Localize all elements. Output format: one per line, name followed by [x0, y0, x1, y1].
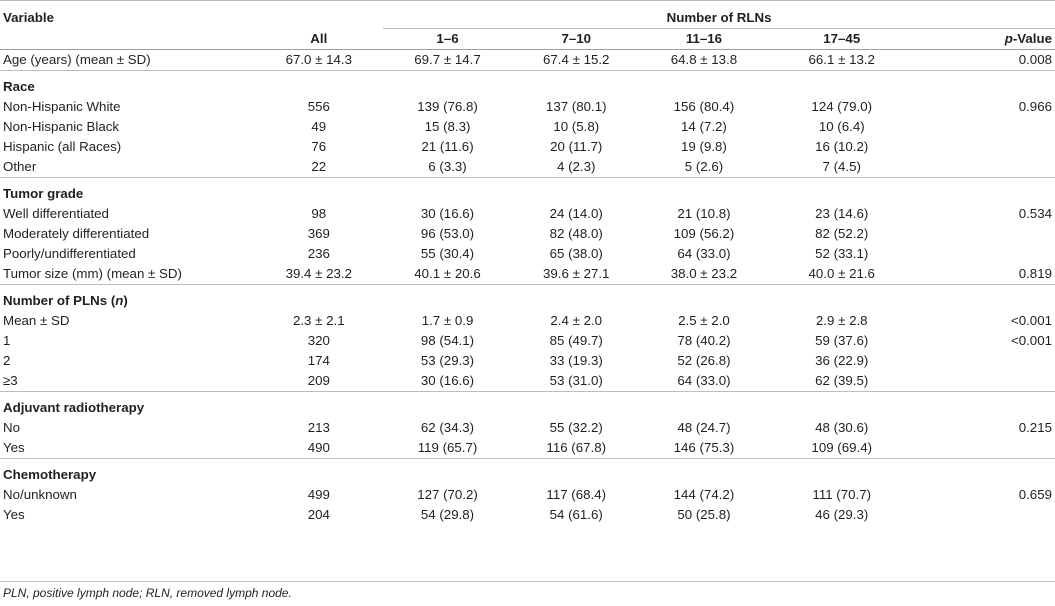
col-all-header: All [310, 30, 328, 46]
table-row: No/unknown 499 127 (70.2) 117 (68.4) 144 (74.2) 111 (70.7) 0.659 [3, 487, 1052, 502]
table-row: Age (years) (mean ± SD) 67.0 ± 14.3 69.7 ± 14.7 67.4 ± 15.2 64.8 ± 13.8 66.1 ± 13.2 0.008 [0, 50, 1055, 71]
table-row: Tumor size (mm) (mean ± SD) 39.4 ± 23.2 40.1 ± 20.6 39.6 ± 27.1 38.0 ± 23.2 40.0 ± 21.6 0.819 [3, 266, 1052, 281]
table-row: Poorly/undifferentiated 236 55 (30.4) 65 (38.0) 64 (33.0) 52 (33.1) [3, 246, 869, 261]
row-label: Age (years) (mean ± SD) [0, 50, 254, 71]
section-heading-race: Race [0, 71, 1055, 98]
table-row: Yes 490 119 (65.7) 116 (67.8) 146 (75.3) 109 (69.4) [3, 440, 873, 455]
section-heading-plns: Number of PLNs (n) [0, 285, 1055, 312]
table-row: Hispanic (all Races) 76 21 (11.6) 20 (11.7) 19 (9.8) 16 (10.2) [3, 139, 869, 154]
col-11-16-header: 11–16 [685, 31, 723, 46]
rln-group-header: Number of RLNs [383, 0, 1055, 29]
table-row: Moderately differentiated 369 96 (53.0) 82 (48.0) 109 (56.2) 82 (52.2) [3, 226, 869, 241]
variable-header: Variable [3, 10, 55, 25]
table-row: ≥3 209 30 (16.6) 53 (31.0) 64 (33.0) 62 (39.5) [3, 373, 869, 388]
col-17-45-header: 17–45 [823, 31, 861, 46]
table-row: No 213 62 (34.3) 55 (32.2) 48 (24.7) 48 (30.6) 0.215 [3, 420, 1052, 435]
table-row: Yes 204 54 (29.8) 54 (61.6) 50 (25.8) 46 (29.3) [3, 507, 869, 522]
header-row-2 [0, 29, 1055, 50]
section-heading-radiotherapy: Adjuvant radiotherapy [0, 392, 1055, 419]
col-7-10-header: 7–10 [561, 31, 592, 46]
table-row: 2 174 53 (29.3) 33 (19.3) 52 (26.8) 36 (22.9) [3, 353, 869, 368]
table-row: Well differentiated 98 30 (16.6) 24 (14.0) 21 (10.8) 23 (14.6) 0.534 [3, 206, 1052, 221]
col-1-6-header: 1–6 [436, 31, 459, 46]
table-row: Mean ± SD 2.3 ± 2.1 1.7 ± 0.9 2.4 ± 2.0 2.5 ± 2.0 2.9 ± 2.8 <0.001 [3, 313, 1052, 328]
section-heading-chemotherapy: Chemotherapy [0, 459, 1055, 486]
table-row: Other 22 6 (3.3) 4 (2.3) 5 (2.6) 7 (4.5) [3, 159, 861, 174]
table-row: Non-Hispanic Black 49 15 (8.3) 10 (5.8) 14 (7.2) 10 (6.4) [3, 119, 865, 134]
table-footnote: PLN, positive lymph node; RLN, removed lymph node. [3, 586, 292, 600]
bottom-rule [0, 581, 1055, 582]
table-row: 1 320 98 (54.1) 85 (49.7) 78 (40.2) 59 (37.6) <0.001 [3, 333, 1052, 348]
section-heading-tumor-grade: Tumor grade [0, 178, 1055, 205]
header-row-1 [0, 0, 1055, 29]
pvalue-header: p-Value [1004, 31, 1052, 46]
table-row: Non-Hispanic White 556 139 (76.8) 137 (80.1) 156 (80.4) 124 (79.0) 0.966 [3, 99, 1052, 114]
